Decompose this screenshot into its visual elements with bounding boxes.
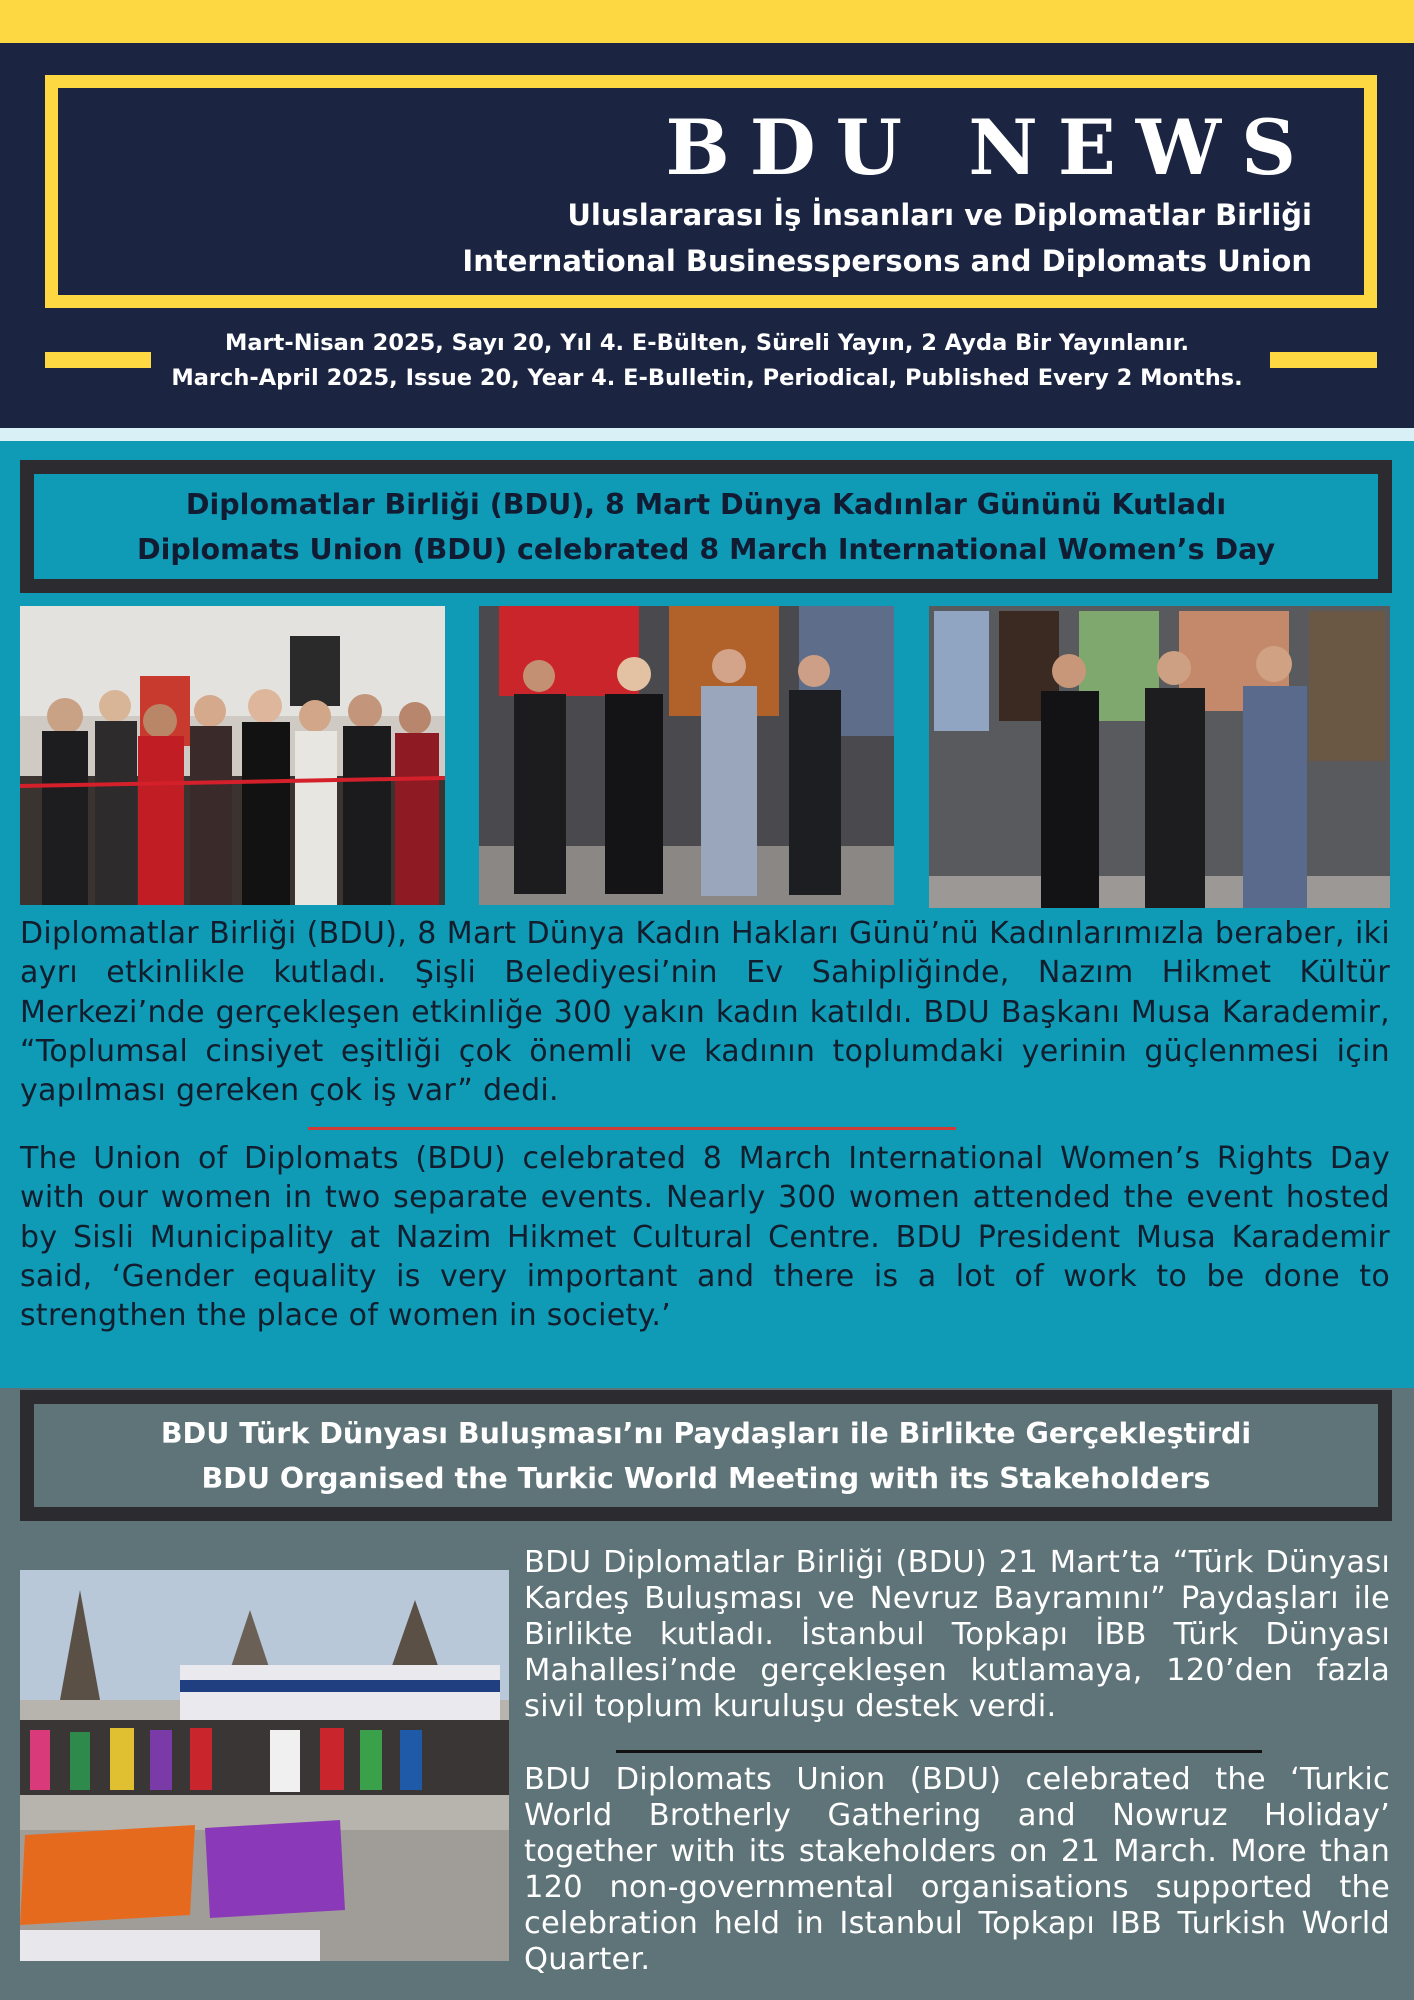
article-womens-day-section [0,441,1414,1388]
org-name-turkish: Uluslararası İş İnsanları ve Diplomatlar Birliği [567,198,1312,232]
article-body-english: The Union of Diplomats (BDU) celebrated 8 March International Women’s Rights Day with our women in two separate events. Nearly 300 women attended the event hosted by Sisli Municipality at Nazim Hikmet Cultural Centre. BDU President Musa Karademir said, ‘Gender equality is very important and there is a lot of work to be done to strengthen the place of women in society.’ [20,1141,1390,1334]
gallery-group-photo [479,606,894,905]
gallery-trio-photo [929,606,1390,908]
article2-body-english: BDU Diplomats Union (BDU) celebrated the ‘Turkic World Brotherly Gathering and Nowruz Holiday’ together with its stakeholders on 21 March. More than 120 non-governmental organisations supported the celebration held in Istanbul Topkapı IBB Turkish World Quarter. [524,1762,1390,1977]
article-title-box [20,460,1392,593]
article2-title-english: BDU Organised the Turkic World Meeting with its Stakeholders [201,1461,1211,1495]
issue-info-english: March-April 2025, Issue 20, Year 4. E-Bulletin, Periodical, Published Every 2 Months. [171,365,1243,391]
article2-body-turkish: BDU Diplomatlar Birliği (BDU) 21 Mart’ta “Türk Dünyası Kardeş Buluşması ve Nevruz Bayramını” Paydaşları ile Birlikte kutladı. İstanbul Topkapı İBB Türk Dünyası Mahallesi’nde gerçekleşen kutlamaya, 120’den fazla sivil toplum kuruluşu destek verdi. [524,1545,1390,1724]
article2-title-turkish: BDU Türk Dünyası Buluşması’nı Paydaşları ile Birlikte Gerçekleştirdi [160,1416,1252,1450]
ribbon-cutting-photo [20,606,445,905]
masthead-frame [45,75,1377,308]
black-divider [616,1750,1262,1753]
article-title-turkish: Diplomatlar Birliği (BDU), 8 Mart Dünya Kadınlar Gününü Kutladı [185,487,1227,521]
top-yellow-band [0,0,1414,43]
masthead-title: BDU NEWS [665,103,1316,192]
org-name-english: International Businesspersons and Diplomats Union [462,244,1312,278]
red-divider [308,1127,956,1130]
nowruz-gathering-photo [20,1570,509,1961]
newsletter-header [0,43,1414,428]
article-body-turkish: Diplomatlar Birliği (BDU), 8 Mart Dünya Kadın Hakları Günü’nü Kadınlarımızla beraber, iki ayrı etkinlikle kutladı. Şişli Belediyesi’nin Ev Sahipliğinde, Nazım Hikmet Kültür Merkezi’nde gerçekleşen etkinliğe 300 yakın kadın katıldı. BDU Başkanı Musa Karademir, “Toplumsal cinsiyet eşitliği çok önemli ve kadının toplumdaki yerinin güçlenmesi için yapılması gereken çok iş var” dedi. [20,916,1390,1109]
article-title-english: Diplomats Union (BDU) celebrated 8 March International Women’s Day [136,532,1276,566]
article-title-box-2 [20,1390,1392,1521]
header-divider [0,428,1414,441]
issue-info-turkish: Mart-Nisan 2025, Sayı 20, Yıl 4. E-Bülten, Süreli Yayın, 2 Ayda Bir Yayınlanır. [224,330,1190,356]
